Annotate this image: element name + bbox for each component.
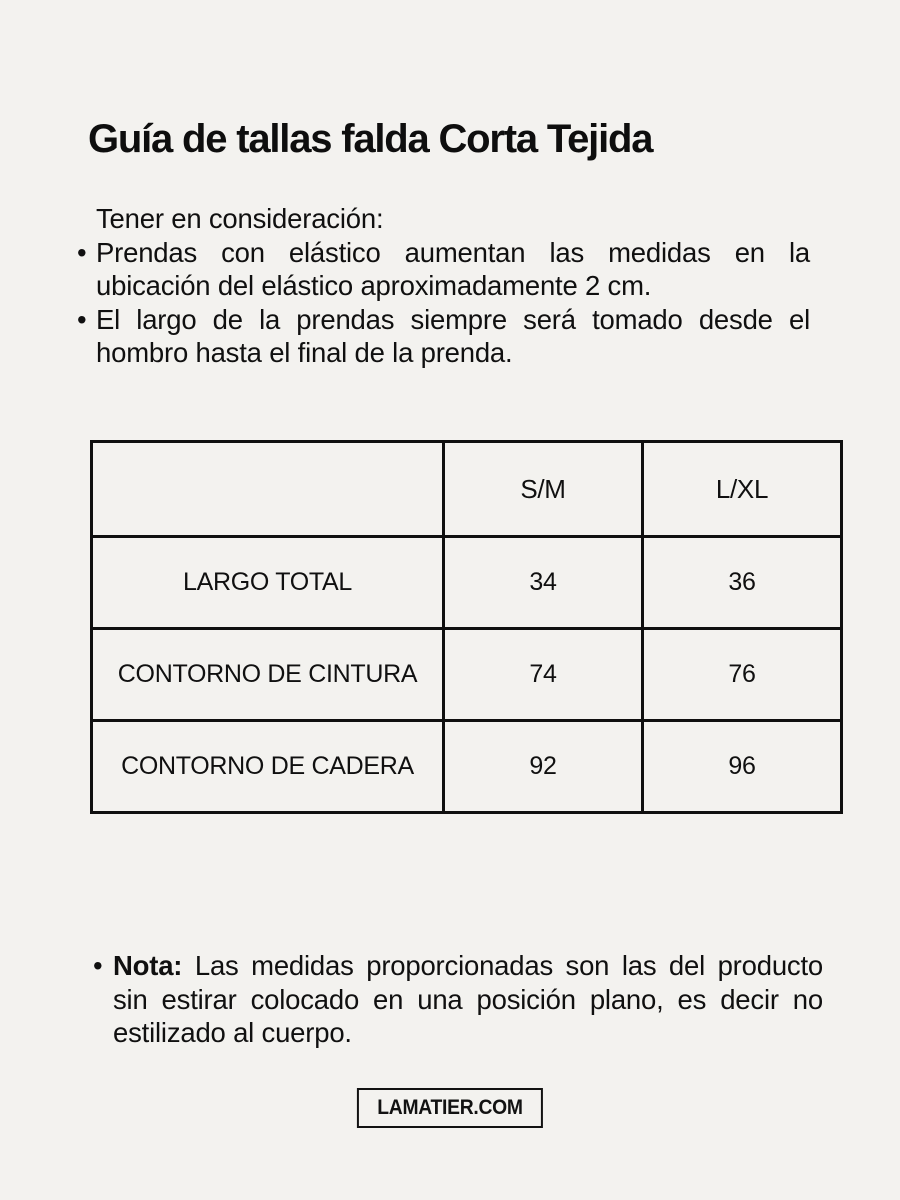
considerations-section (96, 202, 810, 370)
table-row-contorno-cintura (92, 629, 842, 721)
table-row-contorno-cadera (92, 721, 842, 813)
size-table-corner-cell (92, 442, 444, 537)
row-label-contorno-cadera: CONTORNO DE CADERA (92, 721, 444, 813)
consideration-bullet-elastic: • Prendas con elástico aumentan las medidas en la ubicación del elástico aproximadamente 2 cm. (96, 236, 810, 303)
size-table-container (90, 440, 843, 814)
brand-badge (357, 1088, 543, 1128)
note-section (113, 949, 823, 1050)
size-table-header-row (92, 442, 842, 537)
size-table (90, 440, 843, 814)
consideration-bullet-length: • El largo de la prendas siempre será tomado desde el hombro hasta el final de la prenda. (96, 303, 810, 370)
note-text: Las medidas proporcionadas son las del producto sin estirar colocado en una posición plano, es decir no estilizado al cuerpo. (113, 950, 823, 1048)
considerations-heading: Tener en consideración: (96, 203, 384, 234)
largo-total-sm-value: 34 (444, 537, 643, 629)
largo-total-lxl-value: 36 (643, 537, 842, 629)
row-label-contorno-cintura: CONTORNO DE CINTURA (92, 629, 444, 721)
table-row-largo-total (92, 537, 842, 629)
note-label: Nota: (113, 950, 183, 981)
row-label-largo-total: LARGO TOTAL (92, 537, 444, 629)
brand-name: LAMATIER.COM (377, 1096, 523, 1119)
size-table-header-lxl: L/XL (643, 442, 842, 537)
considerations-bullet-list (96, 236, 810, 370)
contorno-cintura-lxl-value: 76 (643, 629, 842, 721)
contorno-cintura-sm-value: 74 (444, 629, 643, 721)
page-title: Guía de tallas falda Corta Tejida (88, 117, 653, 161)
contorno-cadera-sm-value: 92 (444, 721, 643, 813)
contorno-cadera-lxl-value: 96 (643, 721, 842, 813)
size-table-header-sm: S/M (444, 442, 643, 537)
